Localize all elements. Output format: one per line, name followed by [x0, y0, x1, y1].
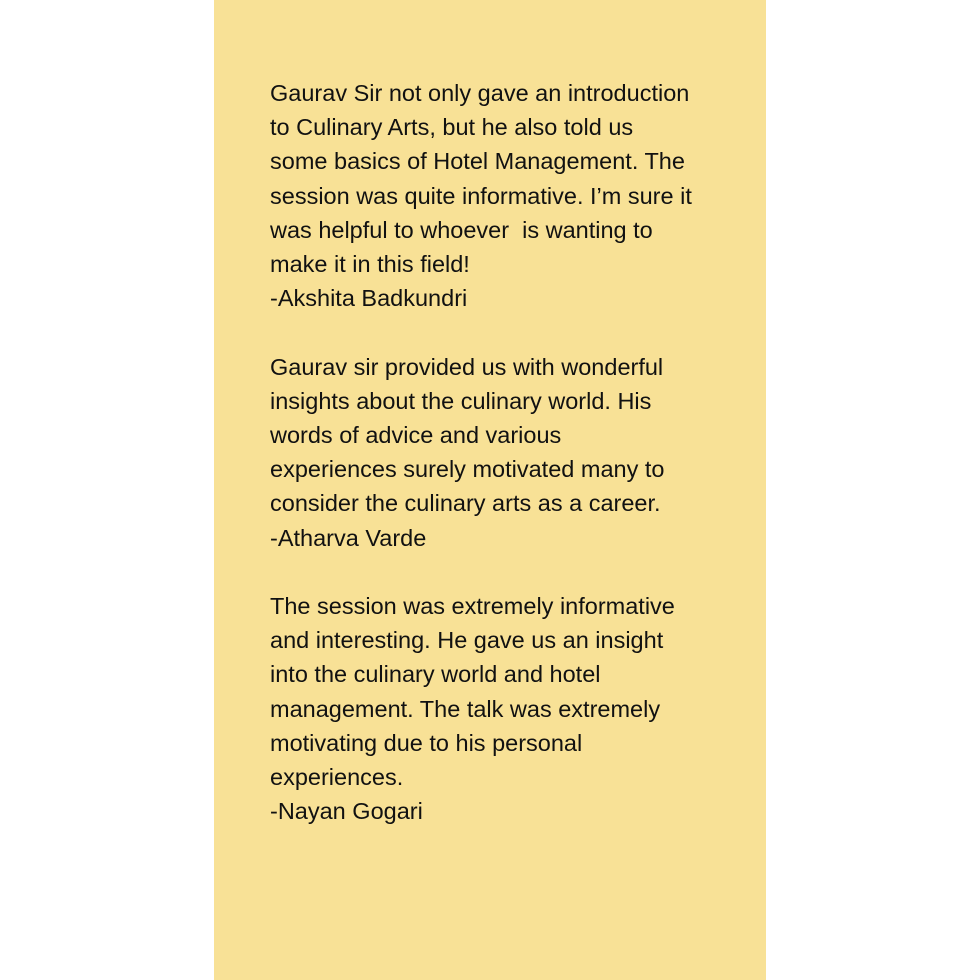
testimonial-line: into the culinary world and hotel [270, 661, 601, 688]
testimonial-line: The session was extremely informative [270, 593, 675, 620]
testimonial-nayan [270, 589, 730, 828]
testimonial-line: experiences surely motivated many to [270, 456, 665, 483]
testimonial-author: -Akshita Badkundri [270, 285, 468, 312]
testimonial-line: management. The talk was extremely [270, 695, 661, 722]
testimonial-line: and interesting. He gave us an insight [270, 627, 664, 654]
testimonial-author: -Atharva Varde [270, 524, 427, 551]
testimonials-content [270, 76, 730, 863]
testimonial-line: session was quite informative. I’m sure it [270, 182, 692, 209]
testimonial-author: -Nayan Gogari [270, 798, 423, 825]
testimonial-akshita [270, 76, 730, 315]
testimonial-line: to Culinary Arts, but he also told us [270, 114, 634, 141]
testimonial-line: some basics of Hotel Management. The [270, 148, 685, 175]
testimonial-line: insights about the culinary world. His [270, 387, 652, 414]
testimonial-line: experiences. [270, 764, 404, 791]
testimonial-atharva [270, 350, 730, 555]
testimonial-line: consider the culinary arts as a career. [270, 490, 661, 517]
testimonial-line: motivating due to his personal [270, 729, 583, 756]
testimonial-line: Gaurav sir provided us with wonderful [270, 353, 664, 380]
testimonial-line: words of advice and various [270, 422, 562, 449]
testimonial-line: was helpful to whoever is wanting to [270, 216, 653, 243]
testimonial-line: make it in this field! [270, 251, 470, 278]
testimonial-line: Gaurav Sir not only gave an introduction [270, 80, 690, 106]
